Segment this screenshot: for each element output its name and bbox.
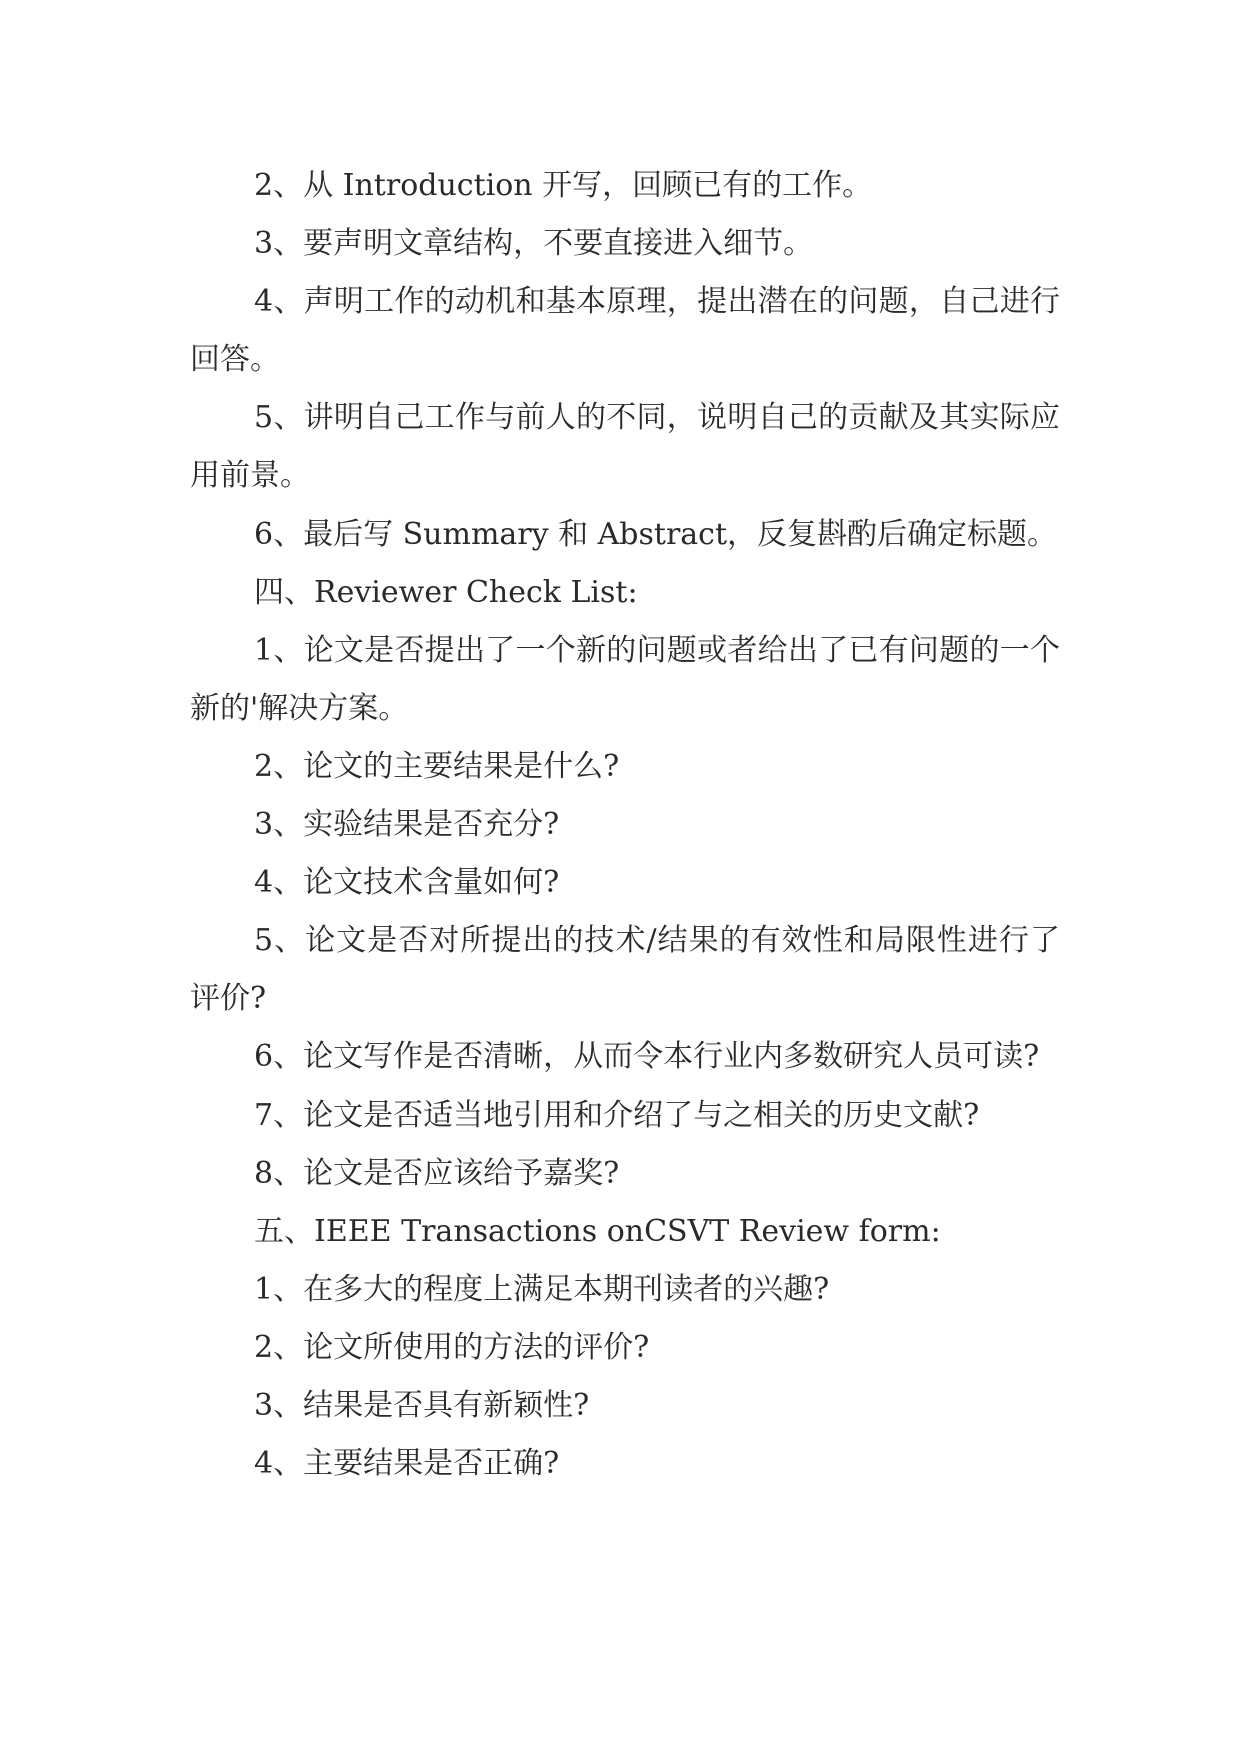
paragraph: 6、论文写作是否清晰，从而令本行业内多数研究人员可读? — [254, 1039, 1040, 1075]
section-heading-reviewer-check-list: 四、Reviewer Check List: — [254, 574, 638, 610]
paragraph: 7、论文是否适当地引用和介绍了与之相关的历史文献? — [254, 1097, 980, 1133]
paragraph: 8、论文是否应该给予嘉奖? — [254, 1155, 620, 1191]
paragraph: 5、讲明自己工作与前人的不同，说明自己的贡献及其实际应用前景。 — [190, 400, 1060, 494]
paragraph: 4、主要结果是否正确? — [254, 1446, 560, 1482]
document-body — [190, 157, 1060, 1493]
paragraph: 6、最后写 Summary 和 Abstract，反复斟酌后确定标题。 — [254, 516, 1058, 552]
paragraph: 2、从 Introduction 开写，回顾已有的工作。 — [254, 168, 873, 203]
paragraph: 4、声明工作的动机和基本原理，提出潜在的问题，自己进行回答。 — [190, 284, 1060, 378]
section-heading-review-form: 五、IEEE Transactions onCSVT Review form: — [254, 1213, 941, 1249]
paragraph: 1、论文是否提出了一个新的问题或者给出了已有问题的一个新的'解决方案。 — [190, 632, 1060, 726]
paragraph: 4、论文技术含量如何? — [254, 865, 560, 901]
paragraph: 2、论文所使用的方法的评价? — [254, 1329, 650, 1365]
paragraph: 5、论文是否对所提出的技术/结果的有效性和局限性进行了评价? — [190, 923, 1060, 1017]
paragraph: 1、在多大的程度上满足本期刊读者的兴趣? — [254, 1271, 830, 1307]
paragraph: 2、论文的主要结果是什么? — [254, 748, 620, 784]
paragraph: 3、要声明文章结构，不要直接进入细节。 — [254, 226, 814, 262]
paragraph: 3、实验结果是否充分? — [254, 807, 560, 843]
paragraph: 3、结果是否具有新颖性? — [254, 1387, 590, 1423]
